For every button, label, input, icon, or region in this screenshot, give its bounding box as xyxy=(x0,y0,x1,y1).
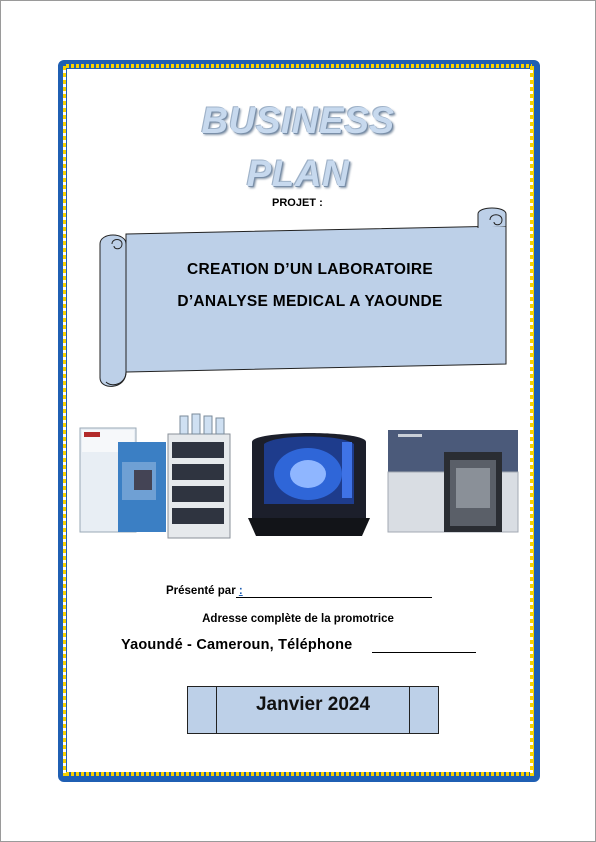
presented-by-text: Présenté par xyxy=(166,585,239,597)
title-business: BUSINESS xyxy=(201,100,395,141)
border-pattern-top xyxy=(66,64,532,68)
presented-by-blank-line xyxy=(236,597,432,598)
date-box-left-panel xyxy=(188,687,217,733)
project-title-line-1: CREATION D’UN LABORATOIRE xyxy=(186,261,434,278)
phone-blank-line xyxy=(372,652,476,653)
address-label: Adresse complète de la promotrice xyxy=(202,613,394,625)
presented-by-label xyxy=(166,585,243,597)
city-phone-label: Yaoundé - Cameroun, Téléphone xyxy=(121,637,353,653)
cell-counter-analyzer-image xyxy=(384,426,520,538)
document-date: Janvier 2024 xyxy=(255,694,371,715)
date-box-right-panel xyxy=(409,687,438,733)
border-pattern-bottom xyxy=(66,772,532,776)
project-title-line-2: D’ANALYSE MEDICAL A YAOUNDE xyxy=(177,293,443,310)
project-label: PROJET : xyxy=(272,197,323,209)
title-plan: PLAN xyxy=(246,153,350,194)
hplc-mass-spectrometer-image xyxy=(78,412,234,540)
presented-by-colon: : xyxy=(238,585,243,597)
blue-lit-analyzer-image xyxy=(246,422,372,538)
date-box xyxy=(187,686,439,734)
